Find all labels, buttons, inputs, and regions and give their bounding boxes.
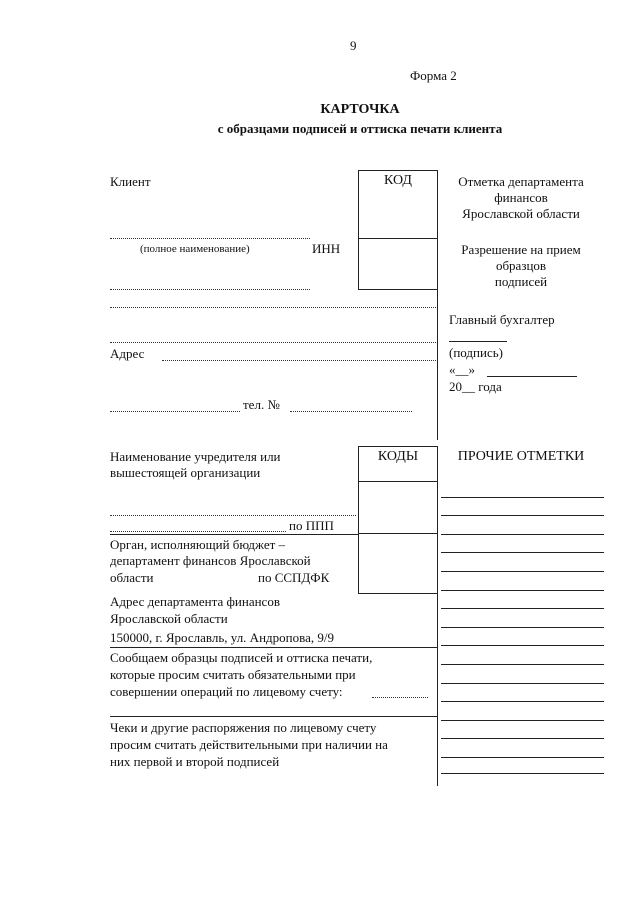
client-name-line xyxy=(110,238,310,239)
dept-address-line3: 150000, г. Ярославль, ул. Андропова, 9/9 xyxy=(110,630,334,645)
founder-line1: Наименование учредителя или xyxy=(110,449,281,464)
phone-label: тел. № xyxy=(243,397,280,412)
chief-signature-line xyxy=(449,341,507,342)
other-marks-header: ПРОЧИЕ ОТМЕТКИ xyxy=(457,449,585,464)
dept-mark-line1: Отметка департамента xyxy=(458,174,584,189)
client-label: Клиент xyxy=(110,174,151,189)
inn-label: ИНН xyxy=(312,241,341,256)
chief-accountant-label: Главный бухгалтер xyxy=(449,312,555,327)
kody-column-right-border xyxy=(437,446,438,786)
dept-address-line1: Адрес департамента финансов xyxy=(110,594,280,609)
dept-address-line2: Ярославской области xyxy=(110,611,228,626)
budget-line3: области xyxy=(110,570,154,585)
address-line xyxy=(162,360,436,361)
signature-hint: (подпись) xyxy=(449,345,503,360)
date-year: 20__ года xyxy=(449,379,502,394)
kody-column-left-border xyxy=(358,446,359,594)
kod-header: КОД xyxy=(384,173,412,188)
document-subtitle: с образцами подписей и оттиска печати клиента xyxy=(217,121,503,136)
samples-fill-line xyxy=(372,697,428,698)
permission-line1: Разрешение на прием xyxy=(461,242,581,257)
date-month-line xyxy=(487,376,577,377)
phone-line xyxy=(290,411,412,412)
checks-line2: просим считать действительными при наличии на xyxy=(110,737,388,752)
full-name-hint: (полное наименование) xyxy=(140,243,250,255)
permission-line3: подписей xyxy=(494,274,548,289)
kod-column-right-border xyxy=(437,170,438,440)
date-quotes: «__» xyxy=(449,362,475,377)
kody-header: КОДЫ xyxy=(377,449,419,464)
budget-line2: департамент финансов Ярославской xyxy=(110,553,311,568)
samples-line2: которые просим считать обязательными при xyxy=(110,667,356,682)
permission-line2: образцов xyxy=(495,258,547,273)
founder-line2: вышестоящей организации xyxy=(110,465,261,480)
samples-line1: Сообщаем образцы подписей и оттиска печати, xyxy=(110,650,373,665)
ppp-line xyxy=(110,531,286,532)
ppp-label: по ППП xyxy=(289,518,334,533)
form-label: Форма 2 xyxy=(410,68,457,83)
samples-line3: совершении операций по лицевому счету: xyxy=(110,684,343,699)
kod-divider xyxy=(358,238,438,239)
checks-line1: Чеки и другие распоряжения по лицевому счету xyxy=(110,720,377,735)
document-title: КАРТОЧКА xyxy=(320,102,400,117)
page-number: 9 xyxy=(350,38,357,53)
dept-mark-line3: Ярославской области xyxy=(462,206,580,221)
sspdfk-label: по ССПДФК xyxy=(258,570,330,585)
budget-line1: Орган, исполняющий бюджет – xyxy=(110,537,286,552)
checks-line3: них первой и второй подписей xyxy=(110,754,280,769)
address-label: Адрес xyxy=(110,346,145,361)
dept-mark-line2: финансов xyxy=(494,190,548,205)
